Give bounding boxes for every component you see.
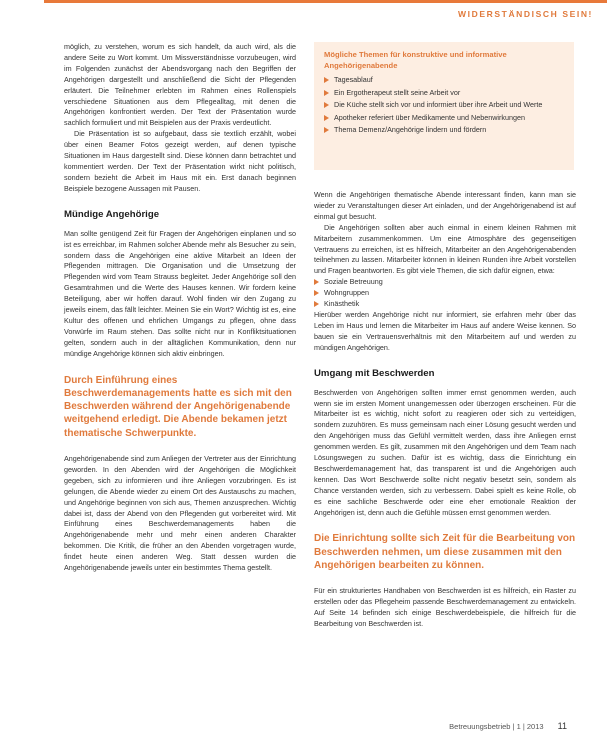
page-number: 11	[557, 721, 567, 731]
subhead-umgang-mit-beschwerden: Umgang mit Beschwerden	[314, 367, 435, 379]
info-box-title: Mögliche Themen für konstruktive und informative Angehörigenabende	[324, 50, 507, 70]
subhead-muendige-angehoerige: Mündige Angehörige	[64, 208, 160, 220]
triangle-bullet-icon	[324, 102, 329, 108]
right-paragraph-2: Die Angehörigen sollten aber auch einmal in einem kleinen Rahmen mit Mitarbeitern zusammenkommen. Um eine Atmosphäre des gegenseitigen Vertrauens zu erreichen, ist es hilfreich, Mitarbeiter an den Angehörigenabenden teilnehmen zu lassen. Mitarbeiter können in kleinen Runden ihre Arbeit vorstellen und Fragen beantworten. Es gibt viele Themen, die sich dafür eignen, etwa:	[314, 222, 576, 276]
left-column	[64, 42, 296, 574]
triangle-bullet-icon	[314, 279, 319, 285]
right-bullet-list	[314, 277, 576, 310]
triangle-bullet-icon	[314, 290, 319, 296]
pullquote-left: Durch Einführung eines Beschwerdemanagements hatte es sich mit den Beschwerden während der Angehörigenabende weitgehend erledigt. Die Abende bekamen jetzt thematische Schwerpunkte.	[64, 374, 292, 439]
triangle-bullet-icon	[324, 77, 329, 83]
info-box-item	[324, 125, 564, 136]
left-paragraph-3: Man sollte genügend Zeit für Fragen der Angehörigen einplanen und so ist es erreichbar, im Rahmen solcher Abende mehr als Besucher zu sein, sondern dass die Angehörigen eine aktive Mitarbeit an Ideen der Pflegenden mittragen. Die Organisation und die Umsetzung der Pflegenden wird vom Team Strauss begleitet. Jeder Angehörige soll den Gesamtrahmen und die Werte des Hauses kennen. Wir fordern keine Beteiligung, aber wir hoffen darauf. Wohl finden wir den Zugang zu jeweils einem, das fällt leichter. Meinen Sie ein Wort? Wichtig ist es, eine Kultur des offenen und ehrlichen Umgangs zu pflegen, ohne dass Vorwürfe im Raum stehen. Das sollte nicht nur in Konfliktsituationen gelten, sondern auch in der alltäglichen Kommunikation, denn nur mündige Angehörige können sich aktiv einbringen.	[64, 228, 296, 358]
right-bullet-item	[314, 277, 576, 288]
header-bar	[0, 0, 607, 30]
right-paragraph-5: Für ein strukturiertes Handhaben von Beschwerden ist es hilfreich, ein Raster zu erstellen oder das Pflegeheim passende Beschwerdemanagement zu entwickeln. Auf Seite 14 befinden sich einige Beschwerdebeispiele, die hilfreich für die Bearbeitung von Beschwerden ist.	[314, 586, 576, 629]
triangle-bullet-icon	[324, 90, 329, 96]
left-paragraph-4: Angehörigenabende sind zum Anliegen der Vertreter aus der Einrichtung geworden. In den Abenden wird der Angehörigen die Möglichkeit gegeben, sich zu informieren und ihre Anliegen vorzubringen. Es ist gelungen, die Abende wieder zu einem Ort des Austauschs zu machen, und Angehörige beginnen von sich aus, Themen anzusprechen. Wichtig dabei ist, dass der Abend von den Pflegenden gut vorbereitet wird. Mit Einführung eines Beschwerdemanagements haben die Angehörigenabende mehr und mehr einen anderen Charakter bekommen. Die Kritik, die früher an den Abenden vorgetragen wurde, findet heute einen anderen Weg. Statt dessen wurden die Angehörigenabende jeweils unter ein bestimmtes Thema gestellt.	[64, 454, 296, 573]
triangle-bullet-icon	[314, 301, 319, 307]
pullquote-right: Die Einrichtung sollte sich Zeit für die Bearbeitung von Beschwerden nehmen, um diese zusammen mit den Angehörigen bearbeiten zu können.	[314, 533, 576, 572]
info-box-item	[324, 88, 564, 99]
info-box-item	[324, 100, 564, 111]
info-box-item	[324, 113, 564, 124]
right-bullet-item	[314, 299, 576, 310]
right-paragraph-3: Hierüber werden Angehörige nicht nur informiert, sie erfahren mehr über das Leben im Haus und lernen die Mitarbeiter im Haus auf andere Weise kennen. So bauen sie ein Vertrauensverhältnis mit den Mitarbeitern auf und werden zu mündigen Angehörigen.	[314, 309, 576, 352]
info-box-list	[324, 75, 564, 136]
info-box	[314, 42, 574, 170]
left-paragraph-2: Die Präsentation ist so aufgebaut, dass sie textlich erzählt, wobei über einen Beamer Fotos gezeigt werden, auf denen typische Situationen im Haus dargestellt sind. Diese können dann betrachtet und kommentiert werden. Der Text der Präsentation wirkt nicht politisch, sondern bezieht die Arbeit im Haus mit ein. Erst danach beginnen Beispiele bezogene Aussagen mit Pausen.	[64, 129, 296, 193]
triangle-bullet-icon	[324, 127, 329, 133]
info-box-item	[324, 75, 564, 86]
info-box-item-text: Die Küche stellt sich vor und informiert über ihre Arbeit und Werte	[334, 100, 543, 109]
header-rule	[44, 0, 607, 3]
info-box-item-text: Thema Demenz/Angehörige lindern und fördern	[334, 125, 487, 134]
info-box-item-text: Ein Ergotherapeut stellt seine Arbeit vor	[334, 87, 461, 97]
triangle-bullet-icon	[324, 115, 329, 121]
info-box-item-text: Apotheker referiert über Medikamente und Nebenwirkungen	[334, 112, 525, 122]
right-bullet-text: Kinästhetik	[324, 299, 360, 309]
right-bullet-text: Wohngruppen	[324, 288, 370, 298]
left-paragraph-1: möglich, zu verstehen, worum es sich handelt, da auch wird, als die andere Seite zu Wort kommt. Um Missverständnisse vorzubeugen, wird im Folgenden zunächst der Abendsvorgang nach den Begriffen der Angehörigen dargestellt und anschließend die Sicht der Pflegenden erläutert. Die Teilnehmer erlebten im Rahmen eines Rollenspiels verschiedene Situationen aus dem Pflegealltag, mit denen die Angehörigen konfrontiert werden. Der Text der Präsentation wurde sachlich formuliert und mit Beispielen aus der Praxis verdeutlicht.	[64, 42, 296, 128]
right-paragraph-1: Wenn die Angehörigen thematische Abende interessant finden, kann man sie wieder zu Veranstaltungen dieser Art einladen, und der Angehörigenabend ist auf einmal gut besucht.	[314, 190, 576, 221]
right-bullet-item	[314, 288, 576, 299]
right-column	[314, 190, 576, 630]
info-box-item-text: Tagesablauf	[334, 75, 373, 84]
right-bullet-text: Soziale Betreuung	[324, 277, 383, 287]
footer-source: Betreuungsbetrieb | 1 | 2013	[449, 722, 544, 731]
page-footer	[449, 721, 567, 731]
section-title: WIDERSTÄNDISCH SEIN!	[458, 9, 593, 19]
right-paragraph-4: Beschwerden von Angehörigen sollten immer ernst genommen werden, auch wenn sie im ersten Moment unangemessen oder überzogen erscheinen. Für die Mitarbeiter ist es wichtig, nicht sofort zu reagieren oder sich zu verteidigen, sondern zuzuhören. Es muss gemeinsam nach einer Lösung gesucht werden und den Angehörigen muss das Gefühl vermittelt werden, dass ihre Anliegen ernst genommen werden. Es gilt, zusammen mit den Angehörigen und dem Team nach Lösungswegen zu suchen. Dafür ist es wichtig, dass die Einrichtung ein Beschwerdemanagement hat, das transparent ist und die Angehörigen auch kennen. Das Wort Beschwerde sollte nicht negativ besetzt sein, sondern als Chance verstanden werden, sich zu verbessern. Dabei spielt es keine Rolle, ob es eine sachliche Beschwerde oder eine eher emotionale Reaktion der Angehörigen ist, denn auch die Gefühle müssen ernst genommen werden.	[314, 387, 576, 517]
